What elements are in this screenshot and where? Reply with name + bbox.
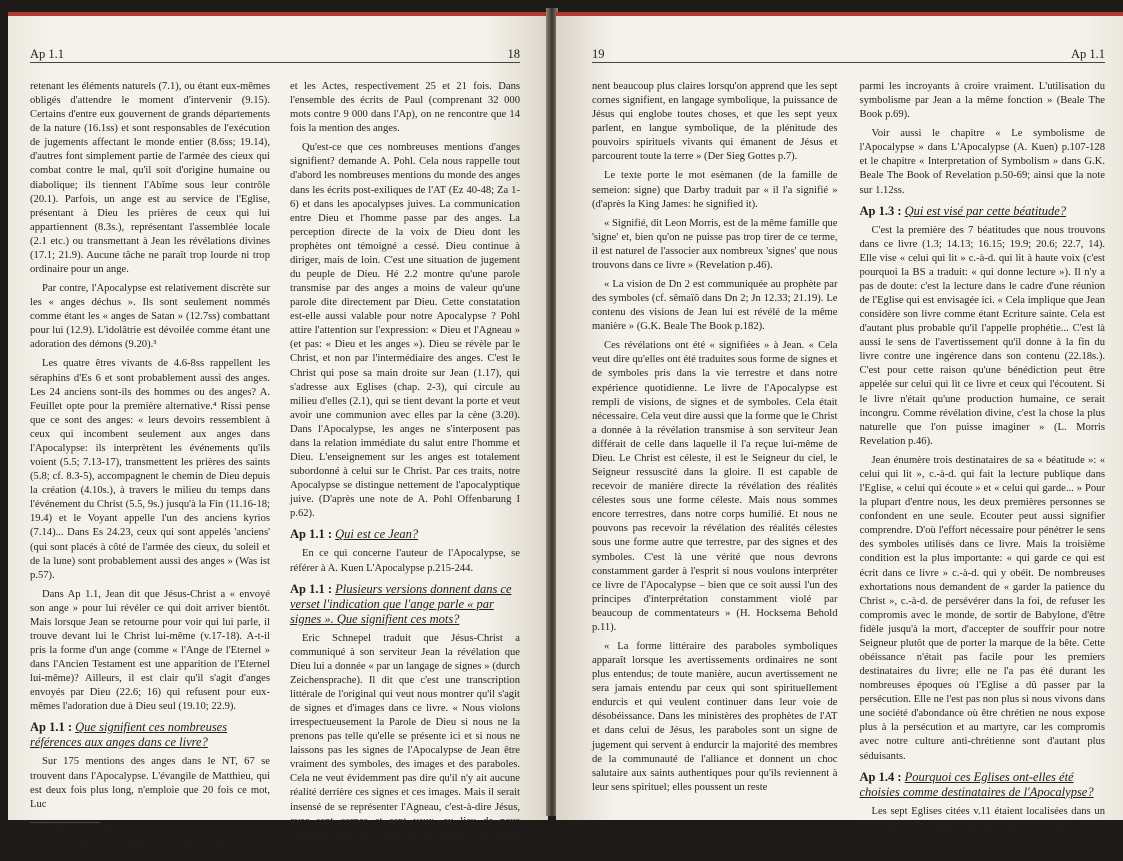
paragraph: C'est la première des 7 béatitudes que nous trouvons dans ce livre (1.3; 14.13; 16.15; 19.9; 20.6; 22.7, 14). Elle vise « celui qui lit » c.-à-d. qui lit à haute voix (c'est pourquoi la BS a traduit: « qui donne lecture »). Il n'y a pas de doute: c'est la lecture dans le cadre d'une réunion de l'Eglise qui est envisagée ici. « Cela implique que Jean considère son livre comme étant Ecriture sainte. Cela est d'autant plus probable qu'il l'appelle prophétie... C'est là aussi le sens de l'avertissement qu'il donne à la fin du livre contre une ingérence dans son contenu (22.18s.). C'est pour cette raison qu'une bénédiction peut être appelée sur celui qui lit ce livre et ceux qui l'écoutent. Si le livre n'était qu'une production humaine, ce serait incongru. Comme révélation divine, c'est la chose la plus naturelle que l'on puisse imaginer » (L. Morris Revelation p.46). (859, 224, 1105, 447)
right-page (556, 12, 1123, 831)
paragraph: Les sept Eglises citées v.11 étaient localisées dans un cercle de 80 km autour d'Ephèse, elles étaient des (859, 805, 1105, 831)
paragraph: « La vision de Dn 2 est communiquée au prophète par des symboles (cf. sêmaïô dans Dn 2; Jn 12.33; 21.19). Le contenu des visions de Jean lui est révélé de la même manière » (G.K. Beale The Book p.182). (592, 279, 838, 333)
left-columns (30, 80, 520, 860)
text-column-1 (30, 80, 270, 860)
text-column-4 (859, 80, 1106, 831)
running-header-left (30, 44, 520, 63)
left-page (8, 12, 548, 860)
heading-ref: Ap 1.1 : (290, 527, 333, 542)
paragraph: Eric Schnepel traduit que Jésus-Christ a communiqué à son serviteur Jean la révélation que Dieu lui a donnée « par un langage de signes » (durch Zeichensprache). Il dit que c'est une transcription littérale de l'original qui veut nous montrer qu'il s'agit de signes et d'images dans ce livre. « Nous violons irrespectueusement la Parole de Dieu si nous ne la prenons pas telle qu'elle se présente ici et si nous ne laissons pas les signes de l'Apocalypse de Jean être vraiment des symboles, des images et des paraboles. Cela ne veut évidemment pas dire qu'il n'y ait aucune réalité derrière ces signes et ces images. Mais il serait insensé de se représenter l'Agneau, c'est-à-dire Jésus, avec sept cornes et sept yeux, au lieu de nous demander quel est le sens de ces images. Les choses devien- (290, 632, 520, 855)
running-header-right (592, 44, 1105, 63)
section-heading (30, 720, 270, 750)
text-column-2 (290, 80, 520, 855)
paragraph: En ce qui concerne l'auteur de l'Apocalypse, se référer à A. Kuen L'Apocalypse p.215-244. (290, 548, 520, 574)
footnote: ⁴ « Les vingt-quatre vieillards de l'Apocalypse » RB (1958) p.5-32. (30, 838, 270, 860)
paragraph: Voir aussi le chapitre « Le symbolisme de l'Apocalypse » dans L'Apocalypse (A. Kuen) p.107-128 et le chapitre « Interpretation of Symbolism » dans G.K. Beale The Book of Revelation p.50-69; ainsi que la note sur 1.12ss. (859, 128, 1105, 196)
section-heading (290, 527, 520, 542)
paragraph: Qu'est-ce que ces nombreuses mentions d'anges signifient? demande A. Pohl. Cela nous rappelle tout d'abord les nombreuses mentions du monde des anges dans les écrits post-exiliques de l'AT (Ez 40-48; Za 1-6) et dans les apocalypses juives. La communication entre Dieu et l'homme passe par des anges. La perception directe de la voix de Dieu dont les prophètes ont témoigné a cessé. Dieu continue à diriger, mais de loin. C'est une situation de jugement du peuple de Dieu. Hé 2.2 montre qu'une parole transmise par des anges a moins de valeur qu'une parole dite directement par Dieu. Cette constatation est-elle aussi valable pour notre Apocalypse ? Pohl attire l'attention sur l'expression: « Dieu et l'Agneau » (et pas: « Dieu et les anges »). Dieu se révèle par le Christ, et non par l'intermédiaire des anges. C'est le Christ qui pose sa main droite sur Jean (1.17), qui s'adresse aux Eglises (chap. 2-3), qui circule au milieu d'elles (2.1), qui se tient devant la porte et veut avoir une communion avec elles par la cène (3.20). Dans l'Apocalypse, les anges ne s'interposent pas dans la relation immédiate du salut entre l'homme et Dieu. L'enseignement sur les anges est totalement subordonné à celui sur le Christ. Par ces traits, notre Apocalypse se distingue nettement de l'apocalyptique juive. (D'après une note de A. Pohl Offenbarung I p.62). (290, 142, 520, 520)
heading-ref: Ap 1.4 : (859, 769, 902, 784)
paragraph: Le texte porte le mot esèmanen (de la famille de semeion: signe) que Darby traduit par « il l'a signifié » (d'après la King James: he signified it). (592, 170, 838, 210)
heading-ref: Ap 1.1 : (30, 720, 73, 735)
paragraph: « La forme littéraire des paraboles symboliques apparaît lorsque les avertissements ordinaires ne sont plus entendus; de toute manière, aucun avertissement ne sera jamais entendu par ceux qui sont spirituellement endurcis et qui veulent continuer dans leur voie de désobéissance. Dans les ministères des prophètes de l'AT et dans celui de Jésus, les paraboles sont un signe de jugement qui servent à endurcir la majorité des membres de la communauté de l'alliance et donnent un choc salutaire aux saints authentiques pour qu'ils reviennent à leur sens spirituel; elles poussent un reste (592, 640, 838, 793)
page-number: 19 (592, 47, 605, 61)
paragraph: Jean énumère trois destinataires de sa « béatitude »: « celui qui lit », c.-à-d. qui fait la lecture publique dans l'Eglise, « celui qui écoute » et « celui qui garde... » Pour la plupart d'entre nous, les deux premières personnes se confondent en une seule. Ecouter peut aussi signifier comprendre. D'où l'effort nécessaire pour pénétrer le sens des symboles utilisés dans ce livre. Mais la troisième condition est la plus importante: « qui garde ce qui est écrit dans ce livre » c.-à-d. qui y obéit. De nombreuses exhortations nous demandent de « garder la patience du Christ », c.-à-d. de persévérer dans la foi, de refuser les compromis avec le monde, de sortir de Babylone, d'être fidèle jusqu'à la mort, d'accepter de souffrir pour notre Seigneur plutôt que de porter la marque de la bête. Cette obéissance n'était pas facile pour les premiers destinataires du livre; elle ne l'a pas été durant les nombreuses époques où l'Eglise a dû passer par la persécution. Elle ne l'est pas non plus si nous vivons dans une société d'abondance où être chrétien ne nous expose plus à la persécution et au martyre, car les compromis avec notre culture anti-chrétienne sont d'autant plus séduisants. (859, 454, 1105, 762)
paragraph: « Signifié, dit Leon Morris, est de la même famille que 'signe' et, bien qu'on ne puisse pas trop tirer de ce terme, il est naturel de l'associer aux nombreux 'signes' que nous trouvons dans ce livre » (Revelation p.46). (592, 217, 838, 271)
heading-question: Plusieurs versions donnent dans ce verset l'indication que l'ange parle « par signes ». Que signifient ces mots? (290, 581, 512, 626)
heading-question: Qui est ce Jean? (335, 527, 419, 542)
running-head-ref: Ap 1.1 (30, 47, 65, 61)
heading-ref: Ap 1.1 : (290, 581, 333, 596)
paragraph: et les Actes, respectivement 25 et 21 fois. Dans l'ensemble des écrits de Paul (comprenant 32 000 mots contre 9 000 dans l'Ap), on ne rencontre que 14 fois la mention des anges. (290, 81, 520, 135)
footnote: ³ D'après Swete, 79 p. CLXv. (42, 822, 142, 833)
paragraph: Ces révélations ont été « signifiées » à Jean. « Cela veut dire qu'elles ont été traduites sous forme de signes et de symboles pris dans la vie terrestre et dans notre expérience quotidienne. Le livre de l'Apocalypse est rempli de visions, de signes et de symboles. Cela était nécessaire. Cela veut dire aussi que la forme que le Christ a donnée à la révélation transmise à son serviteur Jean différait de celle dans laquelle il l'a reçue lui-même de Dieu. Le Christ est céleste, il est le Seigneur du ciel, le Seigneur ressuscité dans la gloire. Il est capable de recevoir de manière directe la révélation des réalités célestes sous une forme céleste. Mais nous sommes encore terrestres, dans notre corps humilié. Et nous ne pouvons pas recevoir la révélation des réalités célestes sous une forme autre que terrestre, par des signes et des symboles. C'est là une vérité que nous devrons constamment garder à l'esprit si nous voulons interpréter ce livre de l'Apocalypse – bien que ce soit aussi l'un des principes d'interprétation constamment violé par beaucoup de commentateurs » (H. Hocksema Behold p.11). (592, 340, 838, 633)
heading-question: Pourquoi ces Eglises ont-elles été choisies comme destinataires de l'Apocalypse? (859, 769, 1094, 799)
paragraph: parmi les incroyants à croire vraiment. L'utilisation du symbolisme par Jean a la même fonction » (Beale The Book p.69). (859, 81, 1105, 121)
paragraph: retenant les éléments naturels (7.1), ou étant eux-mêmes obligés d'attendre le moment d'intervenir (9.15). Certains d'entre eux gouvernent de grands départements de la nature (16.1ss) et sont responsables de l'exécution de jugements affectant le monde entier (8.6ss; 19.14), d'autres font simplement partie de l'armée des cieux qui combat contre le mal, qu'il soit d'origine humaine ou diabolique; ils tiennent l'Abîme sous leur contrôle (20.1). Parfois, un ange est au service de l'Eglise, présentant à Dieu les prières de ceux qui lui appartiennent (8.3s.), représentant l'assemblée locale (2.1 etc.) ou transmettant à Jean les révélations divines (17.1; 21.9). Aucune tâche ne paraît trop lourde ni trop ordinaire pour un ange. (30, 81, 270, 276)
paragraph: Les quatre êtres vivants de 4.6-8ss rappellent les séraphins d'Es 6 et sont probablement aussi des anges. Les 24 anciens sont-ils des hommes ou des anges? A. Feuillet opte pour la première alternative.⁴ Rissi pense que ce sont des anges: « leurs devoirs ressemblent à ceux qui incombent seulement aux anges dans l'Apocalypse: ils interprètent les événements qu'ils voient (5.5; 7.13-17), transmettent les prières des saints (5.8; cf. 8.3-5), accompagnent le chemin de Dieu depuis la création (4.10s.), à travers le milieu du temps dans l'événement du Christ (5.5, 9s.) jusqu'à la Fin (11.16-18; 19.4) et le Voyant appelle l'un des anciens kyrios (7.14)... Dans Es 24.23, ceux qui sont appelés 'anciens' (qui sont placés à côté de l'armée des cieux, du soleil et de la lune) sont probablement aussi des anges » (Was ist p.57). (30, 358, 270, 581)
right-columns (592, 80, 1105, 831)
section-heading (860, 204, 1106, 219)
heading-ref: Ap 1.3 : (859, 203, 902, 218)
page-number: 18 (507, 47, 520, 61)
heading-question: Qui est visé par cette béatitude? (904, 203, 1067, 218)
heading-question: Que signifient ces nombreuses références aux anges dans ce livre? (30, 720, 228, 750)
paragraph: Sur 175 mentions des anges dans le NT, 67 se trouvent dans l'Apocalypse. L'évangile de Matthieu, qui est deux fois plus long, n'emploie que 20 fois ce mot, Luc (30, 756, 270, 810)
paragraph: Dans Ap 1.1, Jean dit que Jésus-Christ a « envoyé son ange » pour lui révéler ce qui doit arriver bientôt. Mais lorsque Jean se retourne pour voir qui lui parle, il trouve devant lui le Christ lui-même (v.17-18). A-t-il pris la forme d'un ange (comme « l'Ange de l'Eternel » dans l'Ancien Testament est une apparition de l'Eternel lui-même)? Ailleurs, il est clair qu'il s'agit d'anges envoyés par Dieu (22.6; 16) qui refusent pour eux-mêmes l'adoration due à Dieu seul (19.10; 22.9). (30, 588, 270, 713)
running-head-ref: Ap 1.1 (1070, 47, 1105, 61)
section-heading (290, 582, 520, 627)
paragraph: nent beaucoup plus claires lorsqu'on apprend que les sept cornes signifient, en langage symbolique, la puissance de Jésus qui englobe toutes choses, et que les sept yeux parlent, en langue symbolique, de la plénitude des pouvoirs spirituels vivants qui émanent de Jésus et parcourent toute la terre » (Der Sieg Gottes p.7). (592, 81, 838, 163)
text-column-3 (592, 80, 838, 814)
section-heading (860, 770, 1106, 800)
paragraph: Par contre, l'Apocalypse est relativement discrète sur les « anges déchus ». Ils sont seulement nommés comme étant les « anges de Satan » (12.7ss) combattant pour lui (12.9). L'idolâtrie est dévoilée comme étant une adoration des démons (9.20).³ (30, 283, 270, 351)
